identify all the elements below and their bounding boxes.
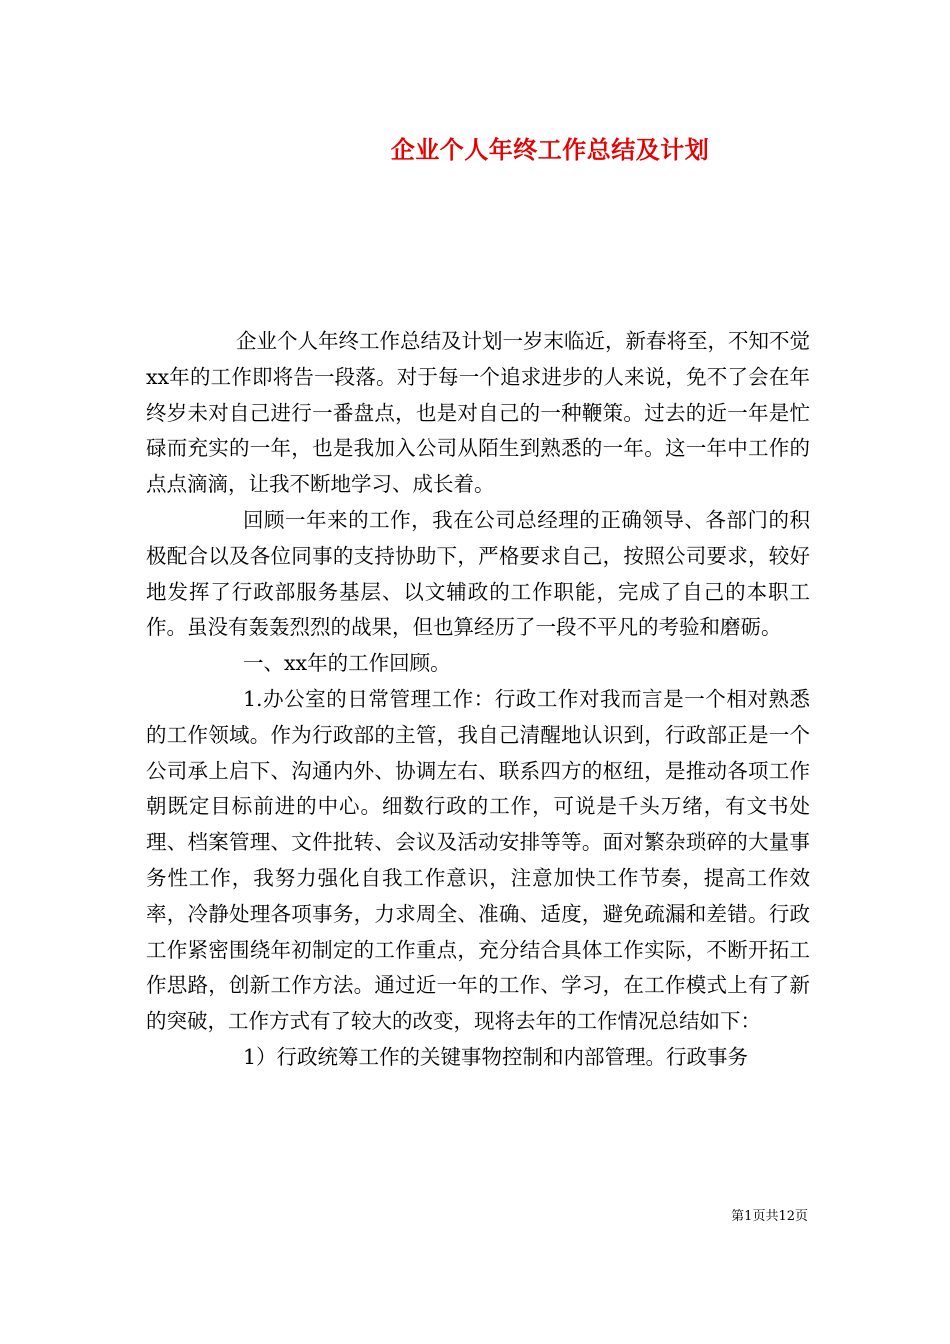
paragraph-office-management: 1.办公室的日常管理工作：行政工作对我而言是一个相对熟悉的工作领域。作为行政部的主管，我自己清醒地认识到，行政部正是一个公司承上启下、沟通内外、协调左右、联系四方的枢纽，是推动各项工作朝既定目标前进的中心。细数行政的工作，可说是千头万绪，有文书处理、档案管理、文件批转、会议及活动安排等等。面对繁杂琐碎的大量事务性工作，我努力强化自我工作意识，注意加快工作节奏，提高工作效率，冷静处理各项事务，力求周全、准确、适度，避免疏漏和差错。行政工作紧密围绕年初制定的工作重点，充分结合具体工作实际，不断开拓工作思路，创新工作方法。通过近一年的工作、学习，在工作模式上有了新的突破，工作方式有了较大的改变，现将去年的工作情况总结如下： [146, 686, 810, 1034]
document-title: 企业个人年终工作总结及计划 [390, 135, 710, 164]
page-number-footer: 第1页共12页 [731, 1209, 808, 1224]
paragraph-admin-coordination: 1）行政统筹工作的关键事物控制和内部管理。行政事务 [243, 1044, 749, 1069]
section-heading-work-review: 一、xx年的工作回顾。 [243, 651, 451, 676]
document-body [146, 324, 810, 1076]
paragraph-review: 回顾一年来的工作，我在公司总经理的正确领导、各部门的积极配合以及各位同事的支持协助下，严格要求自己，按照公司要求，较好地发挥了行政部服务基层、以文辅政的工作职能，完成了自己的本职工作。虽没有轰轰烈烈的战果，但也算经历了一段不平凡的考验和磨砺。 [146, 507, 810, 640]
paragraph-intro: 企业个人年终工作总结及计划一岁末临近，新春将至，不知不觉xx年的工作即将告一段落。对于每一个追求进步的人来说，免不了会在年终岁未对自己进行一番盘点，也是对自己的一种鞭策。过去的近一年是忙碌而充实的一年，也是我加入公司从陌生到熟悉的一年。这一年中工作的点点滴滴，让我不断地学习、成长着。 [146, 329, 810, 497]
